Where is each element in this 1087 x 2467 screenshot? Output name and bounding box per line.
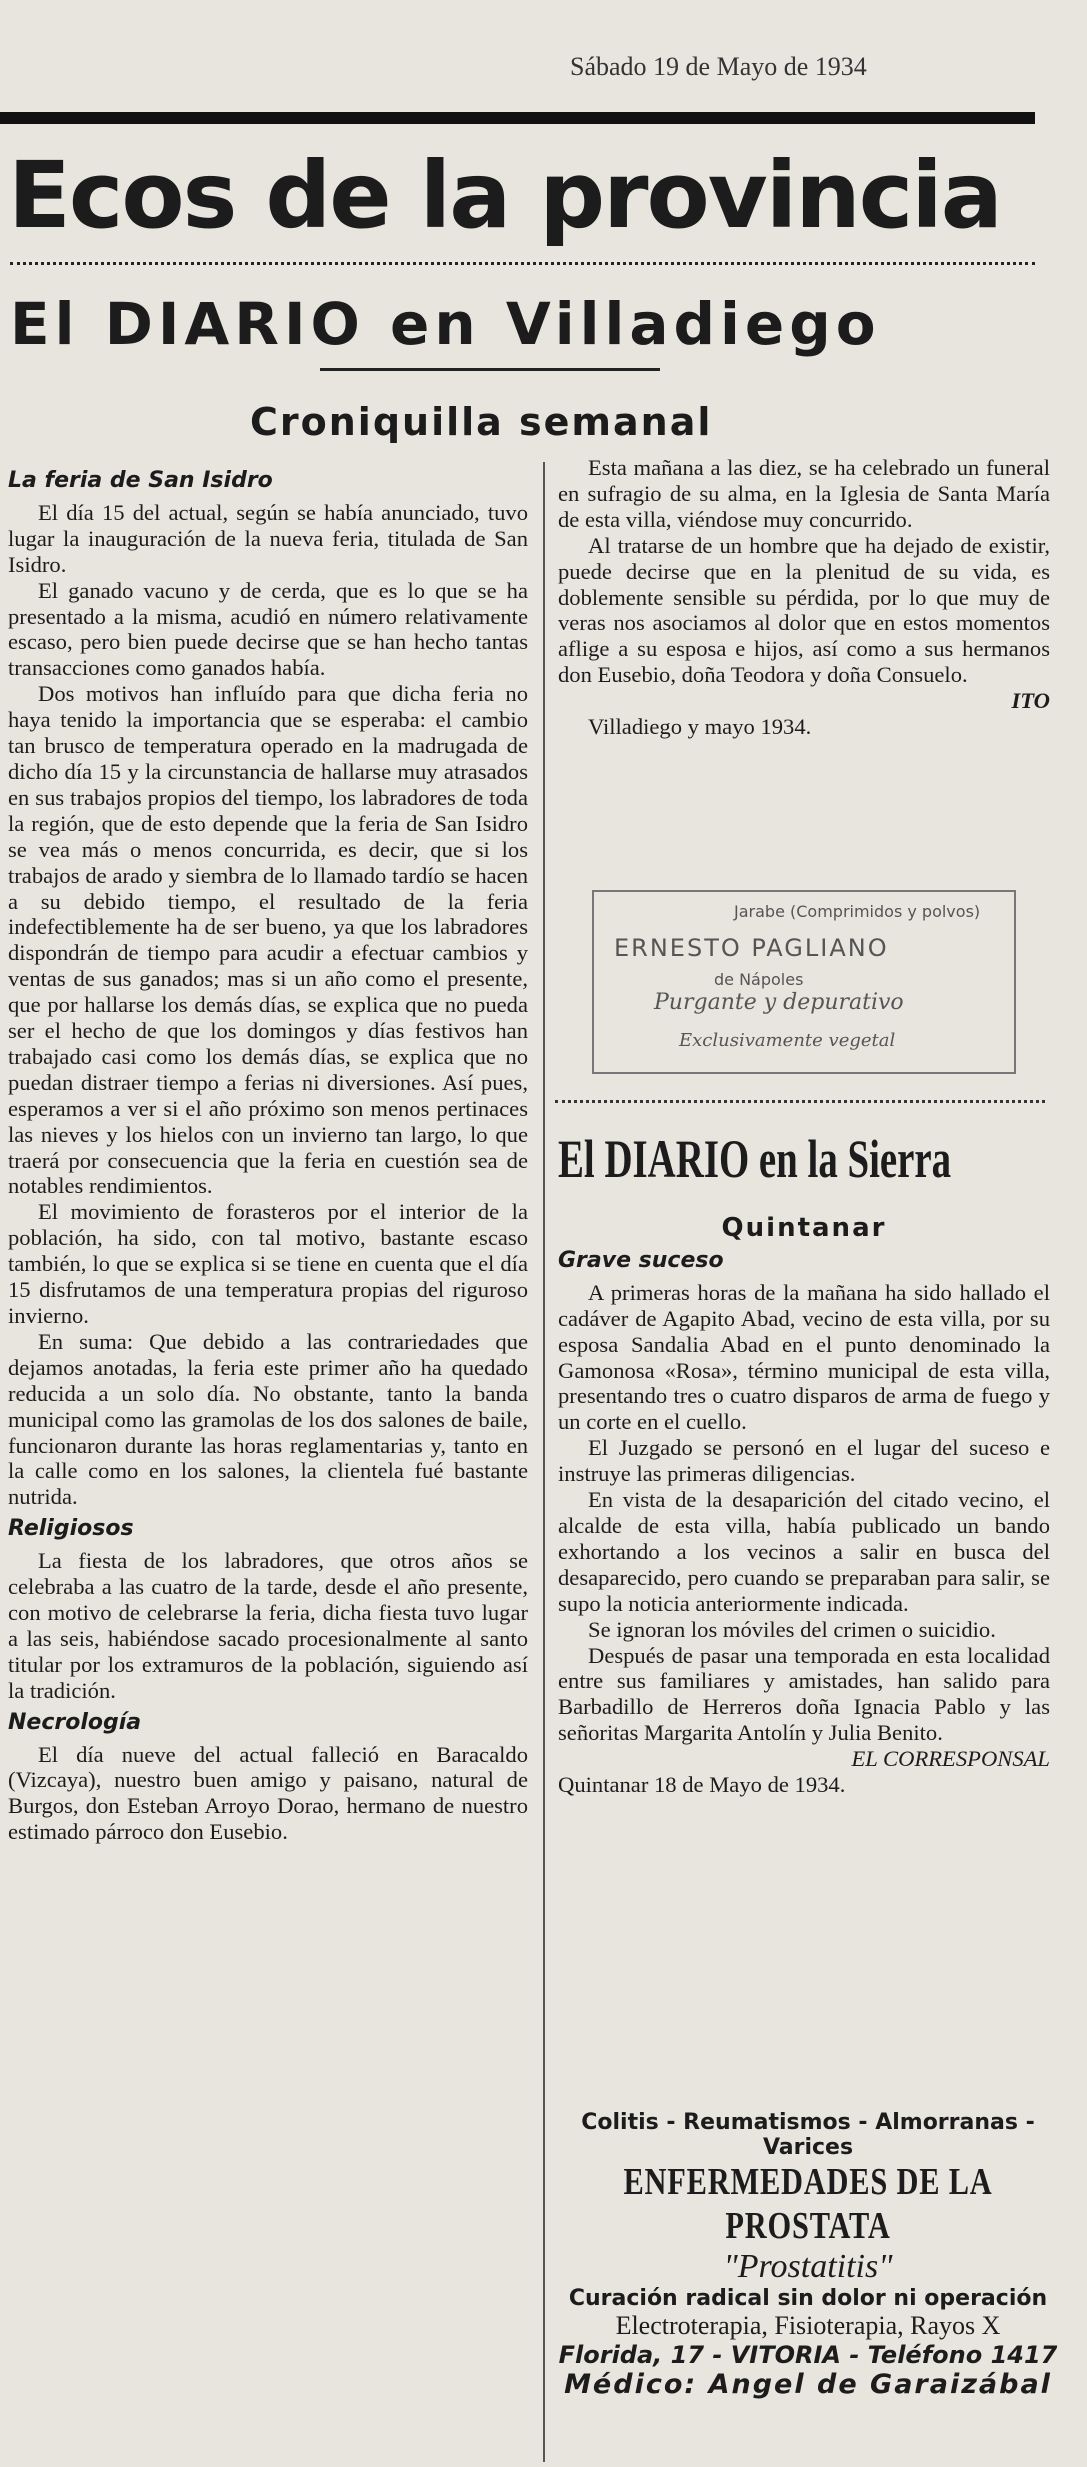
decorative-divider: [10, 262, 1035, 271]
short-rule: [320, 368, 660, 371]
paragraph: A primeras horas de la mañana ha sido hallado el cadáver de Agapito Abad, vecino de esta villa, por su esposa Sandalia Abad en el punto denominado la Gamonosa «Rosa», término municipal de esta villa, presentando tres o cuatro disparos de arma de fuego y un corte en el cuello.: [558, 1279, 1050, 1435]
ad-text: Florida, 17 - VITORIA - Teléfono 1417: [558, 2341, 1058, 2369]
ad-headline: ENFERMEDADES DE LA PROSTATA: [623, 2161, 993, 2247]
paragraph: El movimiento de forasteros por el interior de la población, ha sido, con tal motivo, bastante escaso también, lo que se explica si se tiene en cuenta que el día 15 disfrutamos de una temperatura propias del riguroso invierno.: [8, 1199, 528, 1328]
subhead: El DIARIO en Villadiego: [10, 290, 881, 358]
ad-text: Electroterapia, Fisioterapia, Rayos X: [615, 2311, 1001, 2340]
paragraph: Dos motivos han influído para que dicha feria no haya tenido la importancia que se esperaba: el cambio tan brusco de temperatura operado en la madrugada de dicho día 15 y la circunstancia de hallarse muy atrasados en sus trabajos propios del tiempo, los labradores de toda la región, que de esto depende que la feria de San Isidro se vea más o menos concurrida, es decir, que si los trabajos de arado y siembra de lo llamado tardío se hacen a su debido tiempo, el resultado de la feria indefectiblemente ha de ser bueno, ya que los labradores dispondrán de tiempo para acudir a efectuar cambios y ventas de sus ganados; mas si un año como el presente, que por hallarse los demás días, se explica que no pueda ser el hecho de que los domingos y días festivos han trabajado casi como los demás días, se explica que no puedan distraer tiempo a ferias ni diversiones. Así pues, esperamos a ver si el año próximo son menos pertinaces las nieves y los hielos con un invierno tan largo, lo que traerá por consecuencia que la feria en cuestión sea de notables rendimientos.: [8, 681, 528, 1199]
paragraph: El día 15 del actual, según se había anunciado, tuvo lugar la inauguración de la nueva feria, titulada de San Isidro.: [8, 499, 528, 577]
sierra-column: [558, 1210, 1050, 1798]
sierra-title: El DIARIO en la Sierra: [558, 1129, 952, 1189]
place-date: Quintanar 18 de Mayo de 1934.: [558, 1772, 846, 1798]
ad-text: Médico: Angel de Garaizábal: [564, 2369, 1052, 2400]
dateline: Sábado 19 de Mayo de 1934: [570, 52, 867, 81]
advertisement-prostata: [558, 2110, 1058, 2400]
heading-grave-suceso: Grave suceso: [558, 1247, 724, 1273]
paragraph: Después de pasar una temporada en esta localidad entre sus familiares y amistades, han salido para Barbadillo de Herreros doña Ignacia Pablo y las señoritas Margarita Antolín y Julia Benito.: [558, 1642, 1050, 1746]
ad-text: Curación radical sin dolor ni operación: [568, 2286, 1048, 2311]
ad-text: "Prostatitis": [723, 2248, 893, 2285]
column-divider: [543, 462, 545, 2462]
heading-feria: La feria de San Isidro: [8, 468, 273, 493]
paragraph: El día nueve del actual falleció en Baracaldo (Vizcaya), nuestro buen amigo y paisano, natural de Burgos, don Esteban Arroyo Dorao, hermano de nuestro estimado párroco don Eusebio.: [8, 1741, 528, 1845]
paragraph: Se ignoran los móviles del crimen o suicidio.: [588, 1616, 996, 1642]
paragraph: Esta mañana a las diez, se ha celebrado un funeral en sufragio de su alma, en la Iglesia de Santa María de esta villa, viéndose muy concurrido.: [558, 455, 1050, 532]
heading-religiosos: Religiosos: [8, 1516, 134, 1542]
heading-necrologia: Necrología: [8, 1709, 142, 1735]
ad-brand: ERNESTO PAGLIANO: [614, 934, 889, 962]
ad-text: Jarabe (Comprimidos y polvos): [734, 902, 981, 921]
masthead: Ecos de la provincia: [8, 142, 1001, 249]
section-title: Croniquilla semanal: [250, 400, 713, 444]
decorative-divider: [555, 1100, 1045, 1107]
ad-text: Exclusivamente vegetal: [679, 1030, 896, 1051]
right-column: [558, 455, 1050, 740]
ad-text: Colitis - Reumatismos - Almorranas - Varices: [581, 2110, 1035, 2160]
correspondent: EL CORRESPONSAL: [851, 1746, 1050, 1772]
ad-text: Purgante y depurativo: [654, 990, 904, 1015]
paragraph: El ganado vacuno y de cerda, que es lo que se ha presentado a la misma, acudió en número relativamente escaso, pero bien puede decirse que se han hecho tantas transacciones como ganados había.: [8, 577, 528, 681]
top-rule: [0, 112, 1035, 124]
left-column: [8, 462, 528, 1845]
paragraph: El Juzgado se personó en el lugar del suceso e instruye las primeras diligencias.: [558, 1435, 1050, 1487]
paragraph: Al tratarse de un hombre que ha dejado de existir, puede decirse que en la plenitud de su vida, es doblemente sensible su pérdida, por lo que muy de veras nos asociamos al dolor que en estos momentos aflige a su esposa e hijos, así como a sus hermanos don Eusebio, doña Teodora y doña Consuelo.: [558, 532, 1050, 688]
town-heading: Quintanar: [721, 1213, 887, 1243]
signature: ITO: [1011, 688, 1050, 714]
advertisement-pagliano: [592, 890, 1016, 1074]
ad-text: de Nápoles: [714, 970, 804, 989]
paragraph: La fiesta de los labradores, que otros años se celebraba a las cuatro de la tarde, desde el año presente, con motivo de celebrarse la feria, dicha fiesta tuvo lugar a las seis, habiéndose sacado procesionalmente al santo titular por los extramuros de la población, siguiendo así la tradición.: [8, 1548, 528, 1703]
paragraph: En vista de la desaparición del citado vecino, el alcalde de esta villa, había publicado un bando exhortando a los vecinos a salir en busca del desaparecido, pero cuando se preparaban para salir, se supo la noticia anteriormente indicada.: [558, 1487, 1050, 1616]
place-date: Villadiego y mayo 1934.: [588, 714, 812, 740]
paragraph: En suma: Que debido a las contrariedades que dejamos anotadas, la feria este primer año ha quedado reducida a un solo día. No obstante, tanto la banda municipal como las gramolas de los dos salones de baile, funcionaron durante las horas reglamentarias y, tanto en la calle como en los salones, la clientela fué bastante nutrida.: [8, 1328, 528, 1510]
